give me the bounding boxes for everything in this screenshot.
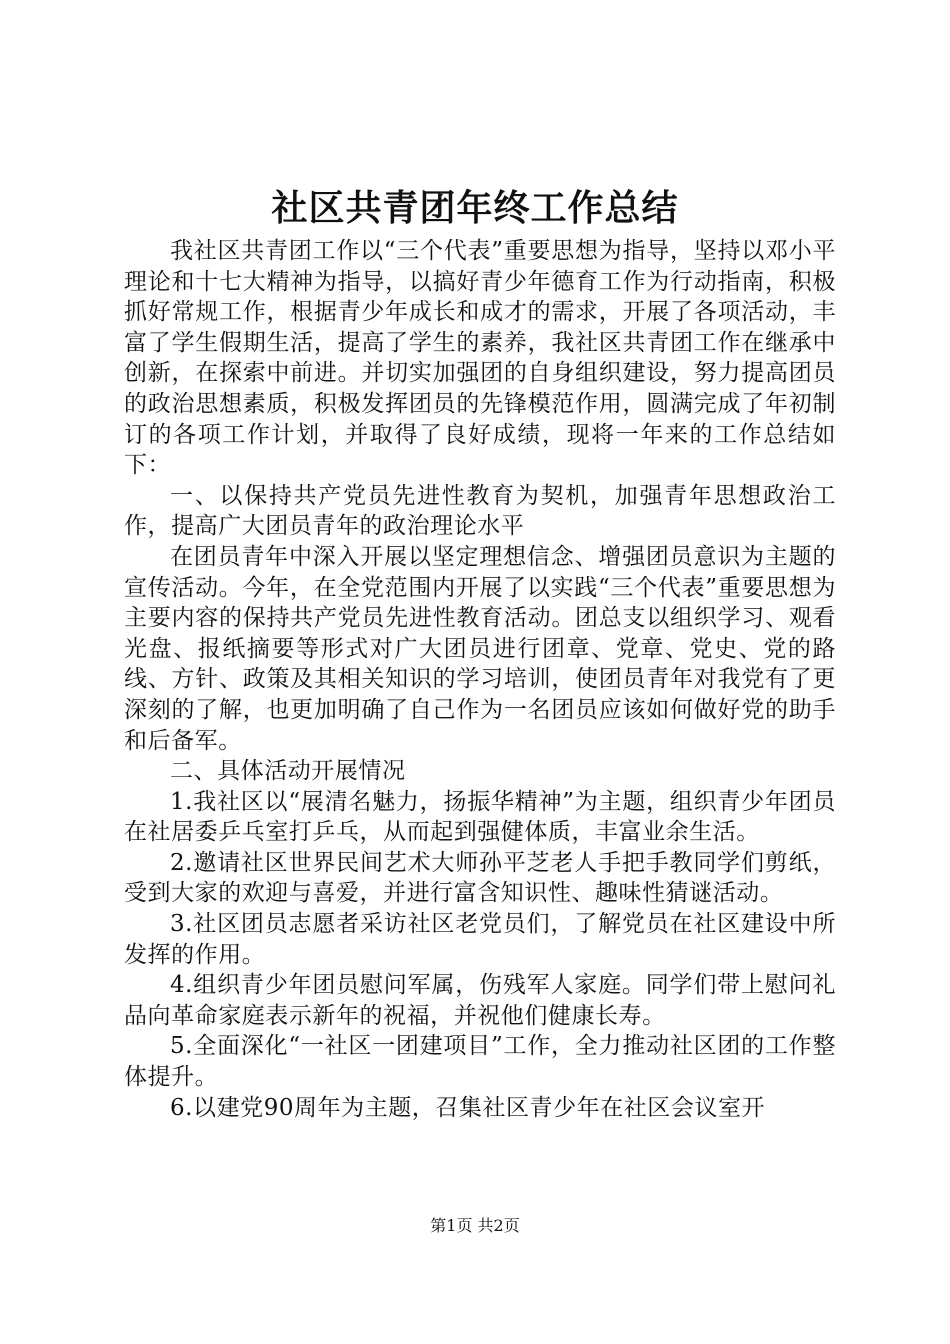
list-item-2: 2.邀请社区世界民间艺术大师孙平芝老人手把手教同学们剪纸，受到大家的欢迎与喜爱，并进行富含知识性、趣味性猜谜活动。 bbox=[124, 849, 836, 907]
section-heading-1: 一、以保持共产党员先进性教育为契机，加强青年思想政治工作，提高广大团员青年的政治理论水平 bbox=[124, 482, 836, 540]
section-heading-2: 二、具体活动开展情况 bbox=[170, 758, 406, 785]
list-item-3: 3.社区团员志愿者采访社区老党员们，了解党员在社区建设中所发挥的作用。 bbox=[124, 911, 836, 968]
list-item-6: 6.以建党90周年为主题，召集社区青少年在社区会议室开 bbox=[170, 1094, 766, 1121]
document-title: 社区共青团年终工作总结 bbox=[271, 187, 679, 229]
list-item-1: 1.我社区以“展清名魅力，扬振华精神”为主题，组织青少年团员在社居委乒乓室打乒乓，从而起到强健体质，丰富业余生活。 bbox=[124, 788, 836, 846]
list-item-4: 4.组织青少年团员慰问军属，伤残军人家庭。同学们带上慰问礼品向革命家庭表示新年的祝福，并祝他们健康长寿。 bbox=[124, 972, 836, 1029]
document-body bbox=[124, 236, 836, 1123]
paragraph-intro: 我社区共青团工作以“三个代表”重要思想为指导，坚持以邓小平理论和十七大精神为指导，以搞好青少年德育工作为行动指南，积极抓好常规工作，根据青少年成长和成才的需求，开展了各项活动，丰富了学生假期生活，提高了学生的素养，我社区共青团工作在继承中创新，在探索中前进。并切实加强团的自身组织建设，努力提高团员的政治思想素质，积极发挥团员的先锋模范作用，圆满完成了年初制订的各项工作计划，并取得了良好成绩，现将一年来的工作总结如下： bbox=[124, 238, 836, 479]
paragraph-section-1: 在团员青年中深入开展以坚定理想信念、增强团员意识为主题的宣传活动。今年，在全党范围内开展了以实践“三个代表”重要思想为主要内容的保持共产党员先进性教育活动。团总支以组织学习、观看光盘、报纸摘要等形式对广大团员进行团章、党章、党史、党的路线、方针、政策及其相关知识的学习培训，使团员青年对我党有了更深刻的了解，也更加明确了自己作为一名团员应该如何做好党的助手和后备军。 bbox=[124, 543, 836, 754]
list-item-5: 5.全面深化“一社区一团建项目”工作，全力推动社区团的工作整体提升。 bbox=[124, 1033, 836, 1091]
page-number-footer: 第1页 共2页 bbox=[430, 1216, 520, 1235]
